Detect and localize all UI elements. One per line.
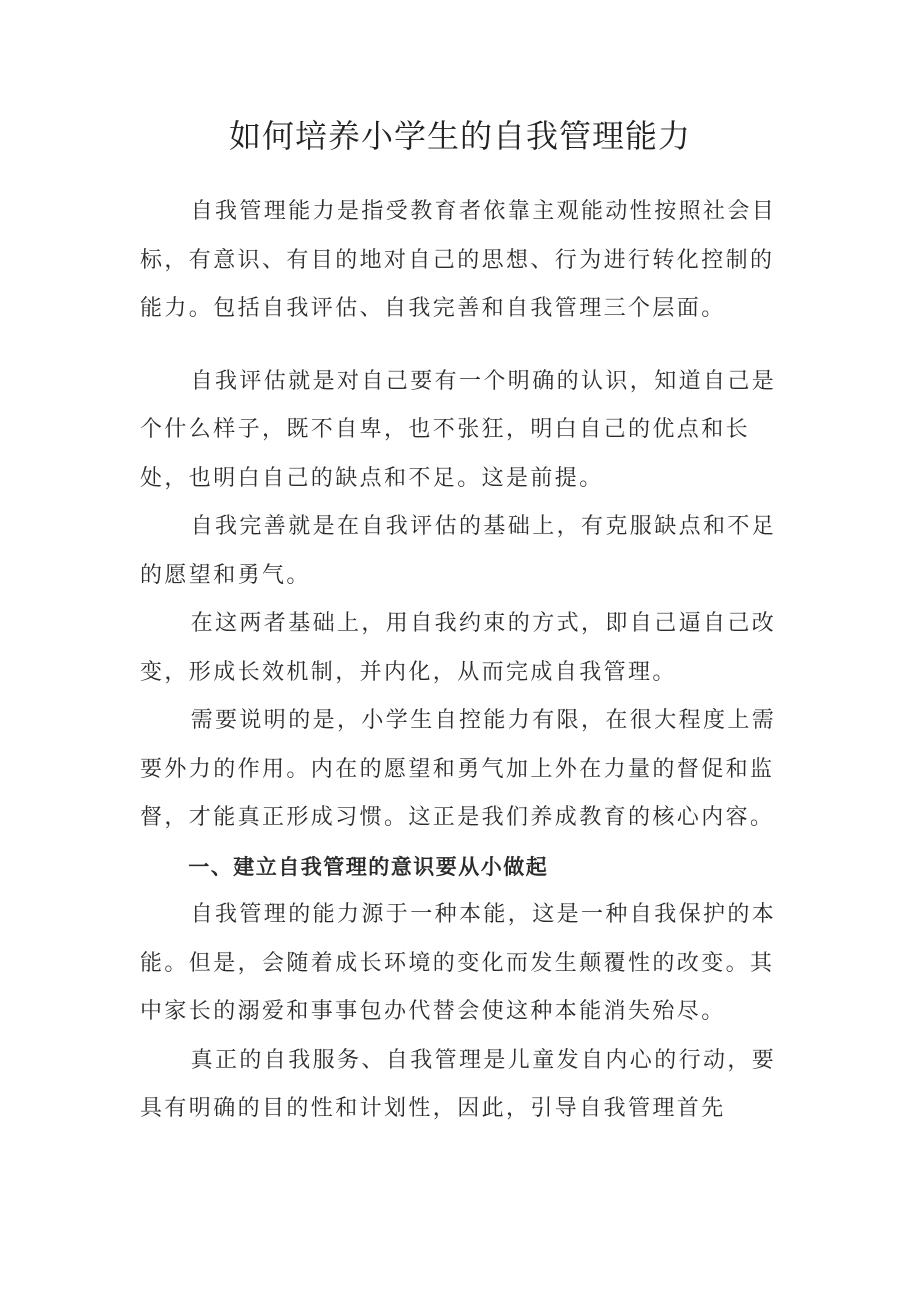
paragraph-self-assessment: 自我评估就是对自己要有一个明确的认识，知道自己是个什么样子，既不自卑，也不张狂，明白自己的优点和长处，也明白自己的缺点和不足。这是前提。 — [140, 368, 777, 491]
paragraph-definition: 自我管理能力是指受教育者依靠主观能动性按照社会目标，有意识、有目的地对自己的思想、行为进行转化控制的能力。包括自我评估、自我完善和自我管理三个层面。 — [140, 199, 777, 321]
paragraph-instinct: 自我管理的能力源于一种本能，这是一种自我保护的本能。但是，会随着成长环境的变化而发生颠覆性的改变。其中家长的溺爱和事事包办代替会使这种本能消失殆尽。 — [140, 902, 777, 1024]
section-heading: 一、建立自我管理的意识要从小做起 — [188, 854, 549, 879]
document-body — [140, 188, 780, 1134]
paragraph-self-restraint: 在这两者基础上，用自我约束的方式，即自己逼自己改变，形成长效机制，并内化，从而完成自我管理。 — [140, 611, 777, 685]
paragraph-self-improvement: 自我完善就是在自我评估的基础上，有克服缺点和不足的愿望和勇气。 — [140, 514, 777, 588]
paragraph-true-self-management: 真正的自我服务、自我管理是儿童发自内心的行动，要具有明确的目的性和计划性，因此，引导自我管理首先 — [140, 1047, 777, 1121]
paragraph-note: 需要说明的是，小学生自控能力有限，在很大程度上需要外力的作用。内在的愿望和勇气加上外在力量的督促和监督，才能真正形成习惯。这正是我们养成教育的核心内容。 — [140, 708, 777, 830]
paragraph-gap — [140, 334, 780, 358]
document-title: 如何培养小学生的自我管理能力 — [228, 117, 691, 155]
